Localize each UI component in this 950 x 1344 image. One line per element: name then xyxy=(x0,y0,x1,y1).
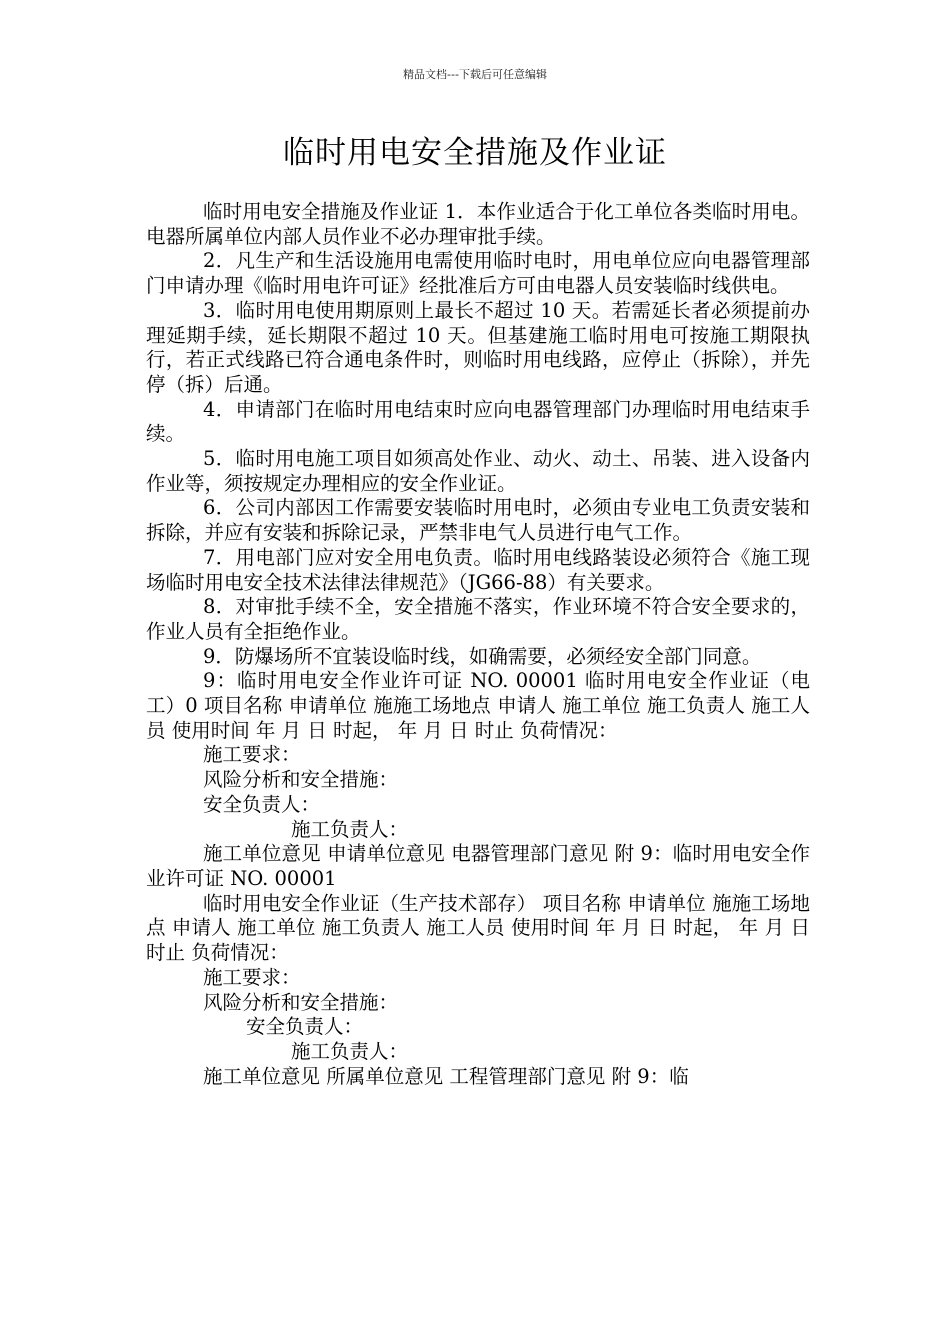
paragraph-item-4: 4．申请部门在临时用电结束时应向电器管理部门办理临时用电结束手续。 xyxy=(146,397,810,446)
paragraph-item-6: 6．公司内部因工作需要安装临时用电时，必须由专业电工负责安装和拆除，并应有安装和拆除记录，严禁非电气人员进行电气工作。 xyxy=(146,496,810,545)
form-field-construction-requirements: 施工要求： xyxy=(203,743,301,767)
paragraph-item-5: 5．临时用电施工项目如须高处作业、动火、动土、吊装、进入设备内作业等，须按规定办理相应的安全作业证。 xyxy=(146,447,810,495)
form-field-safety-officer: 安全负责人： xyxy=(203,792,321,816)
form-field-construction-leader-2: 施工负责人： xyxy=(291,1039,409,1063)
permit-production-form: 临时用电安全作业证（生产技术部存） 项目名称 申请单位 施施工场地点 申请人 施工单位 施工负责人 施工人员 使用时间 年 月 日 时起， 年 月 日 时止 负荷情况： xyxy=(146,891,810,965)
paragraph-item-3: 3．临时用电使用期原则上最长不超过 10 天。若需延长者必须提前办理延期手续，延长期限不超过 10 天。但基建施工临时用电可按施工期限执行，若正式线路已符合通电条件时，则临时用电线路，应停止（拆除），并先停（拆）后通。 xyxy=(146,298,810,396)
paragraph-intro-item-1: 临时用电安全措施及作业证 1．本作业适合于化工单位各类临时用电。电器所属单位内部人员作业不必办理审批手续。 xyxy=(146,200,810,248)
document-body xyxy=(146,200,810,1089)
paragraph-item-8: 8．对审批手续不全，安全措施不落实，作业环境不符合安全要求的，作业人员有全拒绝作业。 xyxy=(146,595,810,643)
form-field-risk-analysis-2: 风险分析和安全措施： xyxy=(203,990,399,1014)
paragraph-item-7: 7．用电部门应对安全用电负责。临时用电线路装设必须符合《施工现场临时用电安全技术法律法律规范》（JG66-88）有关要求。 xyxy=(146,545,810,594)
document-title: 临时用电安全措施及作业证 xyxy=(283,135,667,171)
form-opinions-row: 施工单位意见 申请单位意见 电器管理部门意见 附 9：临时用电安全作业许可证 NO. 00001 xyxy=(146,842,810,890)
form-field-risk-analysis: 风险分析和安全措施： xyxy=(203,768,399,792)
paragraph-item-2: 2．凡生产和生活设施用电需使用临时电时，用电单位应向电器管理部门申请办理《临时用电许可证》经批准后方可由电器人员安装临时线供电。 xyxy=(146,249,810,298)
form-opinions-row-2: 施工单位意见 所属单位意见 工程管理部门意见 附 9：临 xyxy=(203,1064,689,1088)
form-field-safety-officer-2: 安全负责人： xyxy=(246,1015,364,1039)
paragraph-item-9: 9．防爆场所不宜装设临时线，如确需要，必须经安全部门同意。 xyxy=(203,644,762,668)
page-header: 精品文档---下载后可任意编辑 xyxy=(403,68,547,81)
form-field-construction-leader: 施工负责人： xyxy=(291,817,409,841)
form-field-construction-requirements-2: 施工要求： xyxy=(203,965,301,989)
permit-electrician-form: 9：临时用电安全作业许可证 NO. 00001 临时用电安全作业证（电工）0 项目名称 申请单位 施施工场地点 申请人 施工单位 施工负责人 施工人员 使用时间 年 月 日 时起， 年 月 日 时止 负荷情况： xyxy=(146,669,810,742)
